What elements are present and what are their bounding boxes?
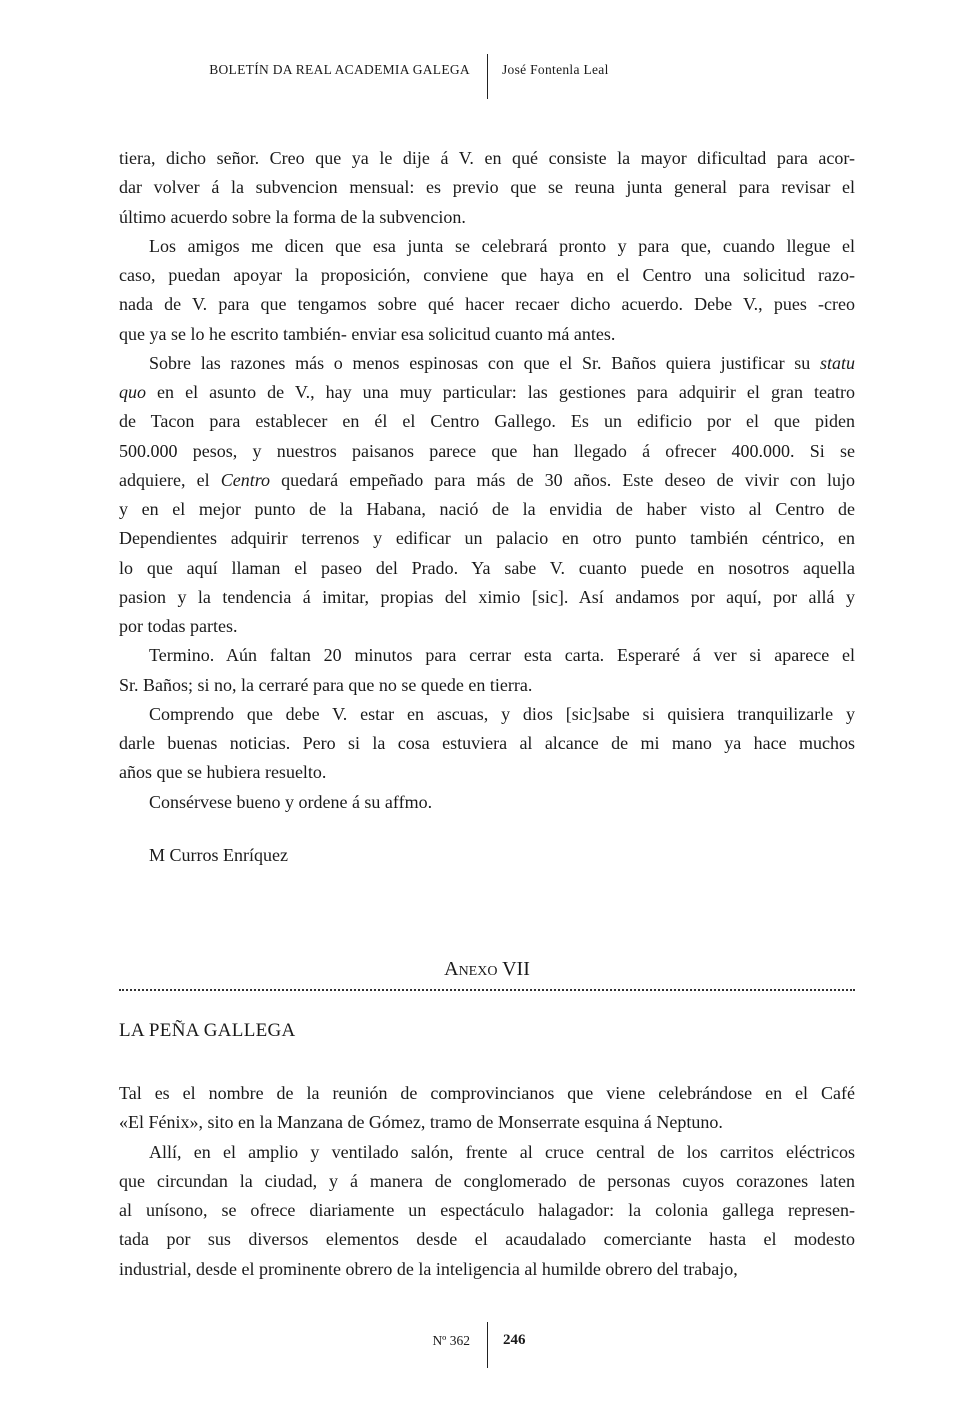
text-line: caso, puedan apoyar la proposición, conviene que haya en el Centro una solicitud razo- <box>119 265 855 285</box>
text-line: Dependientes adquirir terrenos y edificar un palacio en otro punto también céntrico, en <box>119 528 855 549</box>
text-line: años que se hubiera resuelto. <box>119 762 327 783</box>
text-line: último acuerdo sobre la forma de la subvencion. <box>119 206 466 227</box>
text-line: que circundan la ciudad, y á manera de conglomerado de personas cuyos corazones laten <box>119 1170 855 1191</box>
text-line: Sobre las razones más o menos espinosas con que el Sr. Baños quiera justificar su statu <box>149 352 855 373</box>
page-number: 246 <box>503 1332 526 1348</box>
text-line: pasion y la tendencia á imitar, propias del ximio [sic]. Así andamos por aquí, por allá y <box>119 586 855 607</box>
text-line: que ya se lo he escrito también- enviar esa solicitud cuanto má antes. <box>119 323 616 344</box>
letter-body <box>119 144 855 817</box>
annex-title: Anexo VII <box>444 958 530 980</box>
footer-divider <box>487 1322 488 1368</box>
text-line: por todas partes. <box>119 616 238 636</box>
text-line: de Tacon para establecer en él el Centro Gallego. Es un edificio por el que piden <box>119 411 855 432</box>
text-line: 500.000 pesos, y nuestros paisanos parece que han llegado á ofrecer 400.000. Si se <box>119 440 855 461</box>
text-line: tada por sus diversos elementos desde el acaudalado comerciante hasta el modesto <box>119 1229 855 1250</box>
signature: M Curros Enríquez <box>149 845 288 865</box>
text-line: Allí, en el amplio y ventilado salón, frente al cruce central de los carritos eléctricos <box>149 1141 855 1162</box>
text-line: y en el mejor punto de la Habana, nació de la envidia de haber visto al Centro de <box>119 499 855 519</box>
article-author: José Fontenla Leal <box>502 62 609 77</box>
text-line: adquiere, el Centro quedará empeñado para más de 30 años. Este deseo de vivir con lujo <box>119 469 855 490</box>
issue-number: Nº 362 <box>432 1333 470 1348</box>
text-line: al unísono, se ofrece diariamente un espectáculo halagador: la colonia gallega represen- <box>119 1200 855 1220</box>
text-line: Tal es el nombre de la reunión de comprovincianos que viene celebrándose en el Café <box>119 1083 855 1103</box>
text-line: lo que aquí llaman el paseo del Prado. Ya sabe V. cuanto puede en nosotros aquella <box>119 557 855 578</box>
text-line: quo en el asunto de V., hay una muy particular: las gestiones para adquirir el gran teatro <box>119 382 855 402</box>
text-line: Termino. Aún faltan 20 minutos para cerrar esta carta. Esperaré á ver si aparece el <box>149 645 855 666</box>
text-line: tiera, dicho señor. Creo que ya le dije á V. en qué consiste la mayor dificultad para acor- <box>119 148 855 168</box>
text-line: dar volver á la subvencion mensual: es previo que se reuna junta general para revisar el <box>119 177 855 198</box>
text-line: industrial, desde el prominente obrero de la inteligencia al humilde obrero del trabajo, <box>119 1258 738 1279</box>
text-line: Comprendo que debe V. estar en ascuas, y dios [sic]sabe si quisiera tranquilizarle y <box>149 703 855 724</box>
annex-subtitle: LA PEÑA GALLEGA <box>119 1020 296 1041</box>
dotted-divider <box>119 989 855 991</box>
text-line: darle buenas noticias. Pero si la cosa estuviera al alcance de mi mano ya hace muchos <box>119 733 855 753</box>
annex-body <box>119 1079 855 1284</box>
header-divider <box>487 54 488 99</box>
text-line: «El Fénix», sito en la Manzana de Gómez, tramo de Monserrate esquina á Neptuno. <box>119 1112 723 1133</box>
text-line: Sr. Baños; si no, la cerraré para que no se quede en tierra. <box>119 674 533 695</box>
journal-title: BOLETÍN DA REAL ACADEMIA GALEGA <box>209 62 470 77</box>
text-line: Consérvese bueno y ordene á su affmo. <box>149 791 433 812</box>
text-line: Los amigos me dicen que esa junta se celebrará pronto y para que, cuando llegue el <box>149 235 855 256</box>
text-line: nada de V. para que tengamos sobre qué hacer recaer dicho acuerdo. Debe V., pues -creo <box>119 294 855 315</box>
